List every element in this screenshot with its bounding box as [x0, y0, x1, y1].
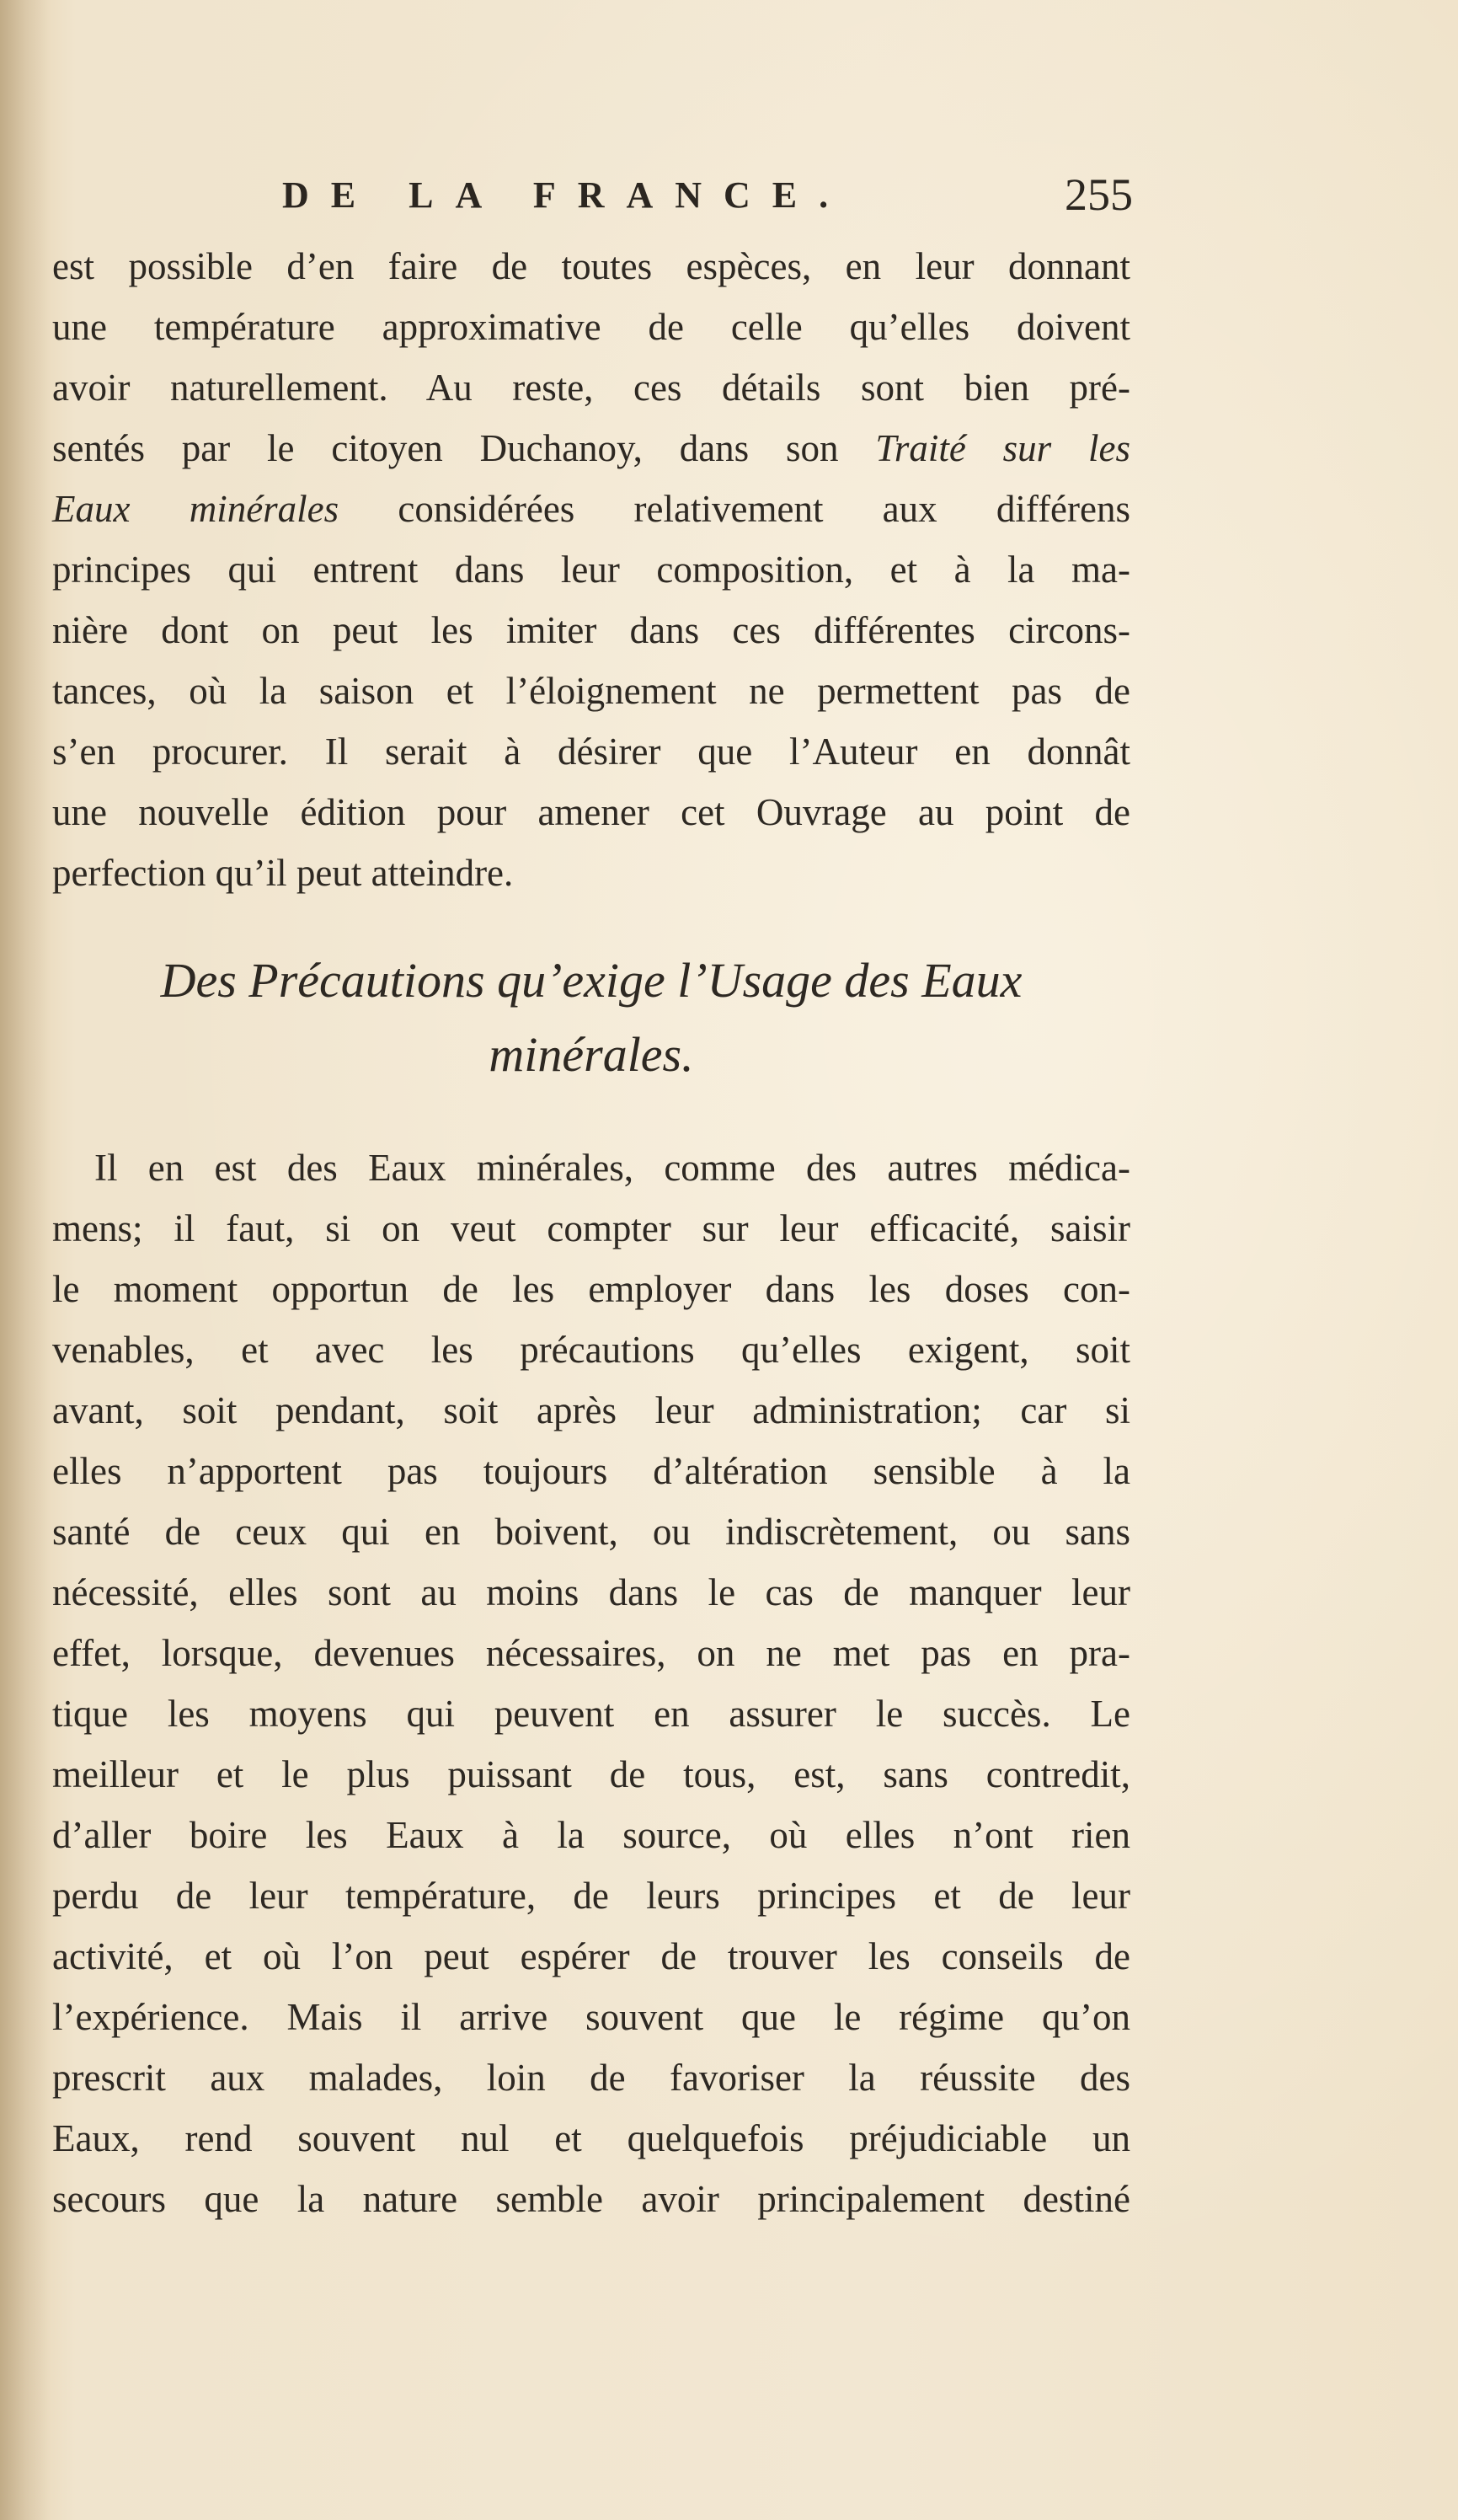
text-line: s’en procurer. Il serait à désirer que l’Auteur en donnât: [52, 730, 1130, 773]
paragraph-2: [52, 1137, 1130, 2229]
text-line: le moment opportun de les employer dans les doses con-: [52, 1268, 1130, 1310]
text-line: perdu de leur température, de leurs principes et de leur: [52, 1875, 1130, 1917]
text-line: meilleur et le plus puissant de tous, est, sans contredit,: [52, 1753, 1130, 1795]
text-line: santé de ceux qui en boivent, ou indiscrètement, ou sans: [52, 1511, 1130, 1553]
text-line: secours que la nature semble avoir principalement destiné: [52, 2178, 1130, 2220]
text-line: est possible d’en faire de toutes espèces, en leur donnant: [52, 245, 1130, 287]
page-header: [282, 169, 1133, 219]
text-line: avant, soit pendant, soit après leur administration; car si: [52, 1389, 1130, 1431]
text-line: Il en est des Eaux minérales, comme des autres médica-: [94, 1147, 1130, 1189]
book-title-italic: Eaux minérales: [52, 488, 339, 530]
section-heading-line: minérales.: [489, 1027, 694, 1082]
text-line: tances, où la saison et l’éloignement ne permettent pas de: [52, 670, 1130, 712]
text-line: effet, lorsque, devenues nécessaires, on ne met pas en pra-: [52, 1632, 1130, 1674]
text-line: perfection qu’il peut atteindre.: [52, 852, 514, 894]
text-line: nière dont on peut les imiter dans ces différentes circons-: [52, 609, 1130, 651]
text-line: venables, et avec les précautions qu’elles exigent, soit: [52, 1329, 1130, 1371]
text-line: [52, 418, 1130, 479]
text-line: activité, et où l’on peut espérer de trouver les conseils de: [52, 1935, 1130, 1977]
text-line: d’aller boire les Eaux à la source, où elles n’ont rien: [52, 1814, 1130, 1856]
text-line: avoir naturellement. Au reste, ces détails sont bien pré-: [52, 366, 1130, 409]
text-line: tique les moyens qui peuvent en assurer le succès. Le: [52, 1693, 1130, 1735]
text-line: prescrit aux malades, loin de favoriser la réussite des: [52, 2057, 1130, 2099]
text-run: sentés par le citoyen Duchanoy, dans son: [52, 427, 876, 469]
text-line: une nouvelle édition pour amener cet Ouvrage au point de: [52, 791, 1130, 833]
text-run: considérées relativement aux différens: [339, 488, 1130, 530]
binding-shadow: [0, 0, 51, 2520]
text-line: principes qui entrent dans leur composition, et à la ma-: [52, 548, 1130, 591]
text-line: [52, 479, 1130, 539]
text-line: elles n’apportent pas toujours d’altération sensible à la: [52, 1450, 1130, 1492]
book-title-italic: Traité sur les: [875, 427, 1130, 469]
text-line: une température approximative de celle qu’elles doivent: [52, 306, 1130, 348]
paragraph-1: [52, 236, 1130, 903]
text-line: mens; il faut, si on veut compter sur leur efficacité, saisir: [52, 1207, 1130, 1249]
section-heading-line: Des Précautions qu’exige l’Usage des Eaux: [160, 953, 1023, 1008]
page-number: 255: [1065, 169, 1133, 220]
section-heading: [52, 944, 1130, 1092]
text-line: Eaux, rend souvent nul et quelquefois préjudiciable un: [52, 2117, 1130, 2159]
text-line: nécessité, elles sont au moins dans le cas de manquer leur: [52, 1571, 1130, 1613]
running-head: DE LA FRANCE.: [282, 174, 851, 216]
text-line: l’expérience. Mais il arrive souvent que le régime qu’on: [52, 1996, 1130, 2038]
